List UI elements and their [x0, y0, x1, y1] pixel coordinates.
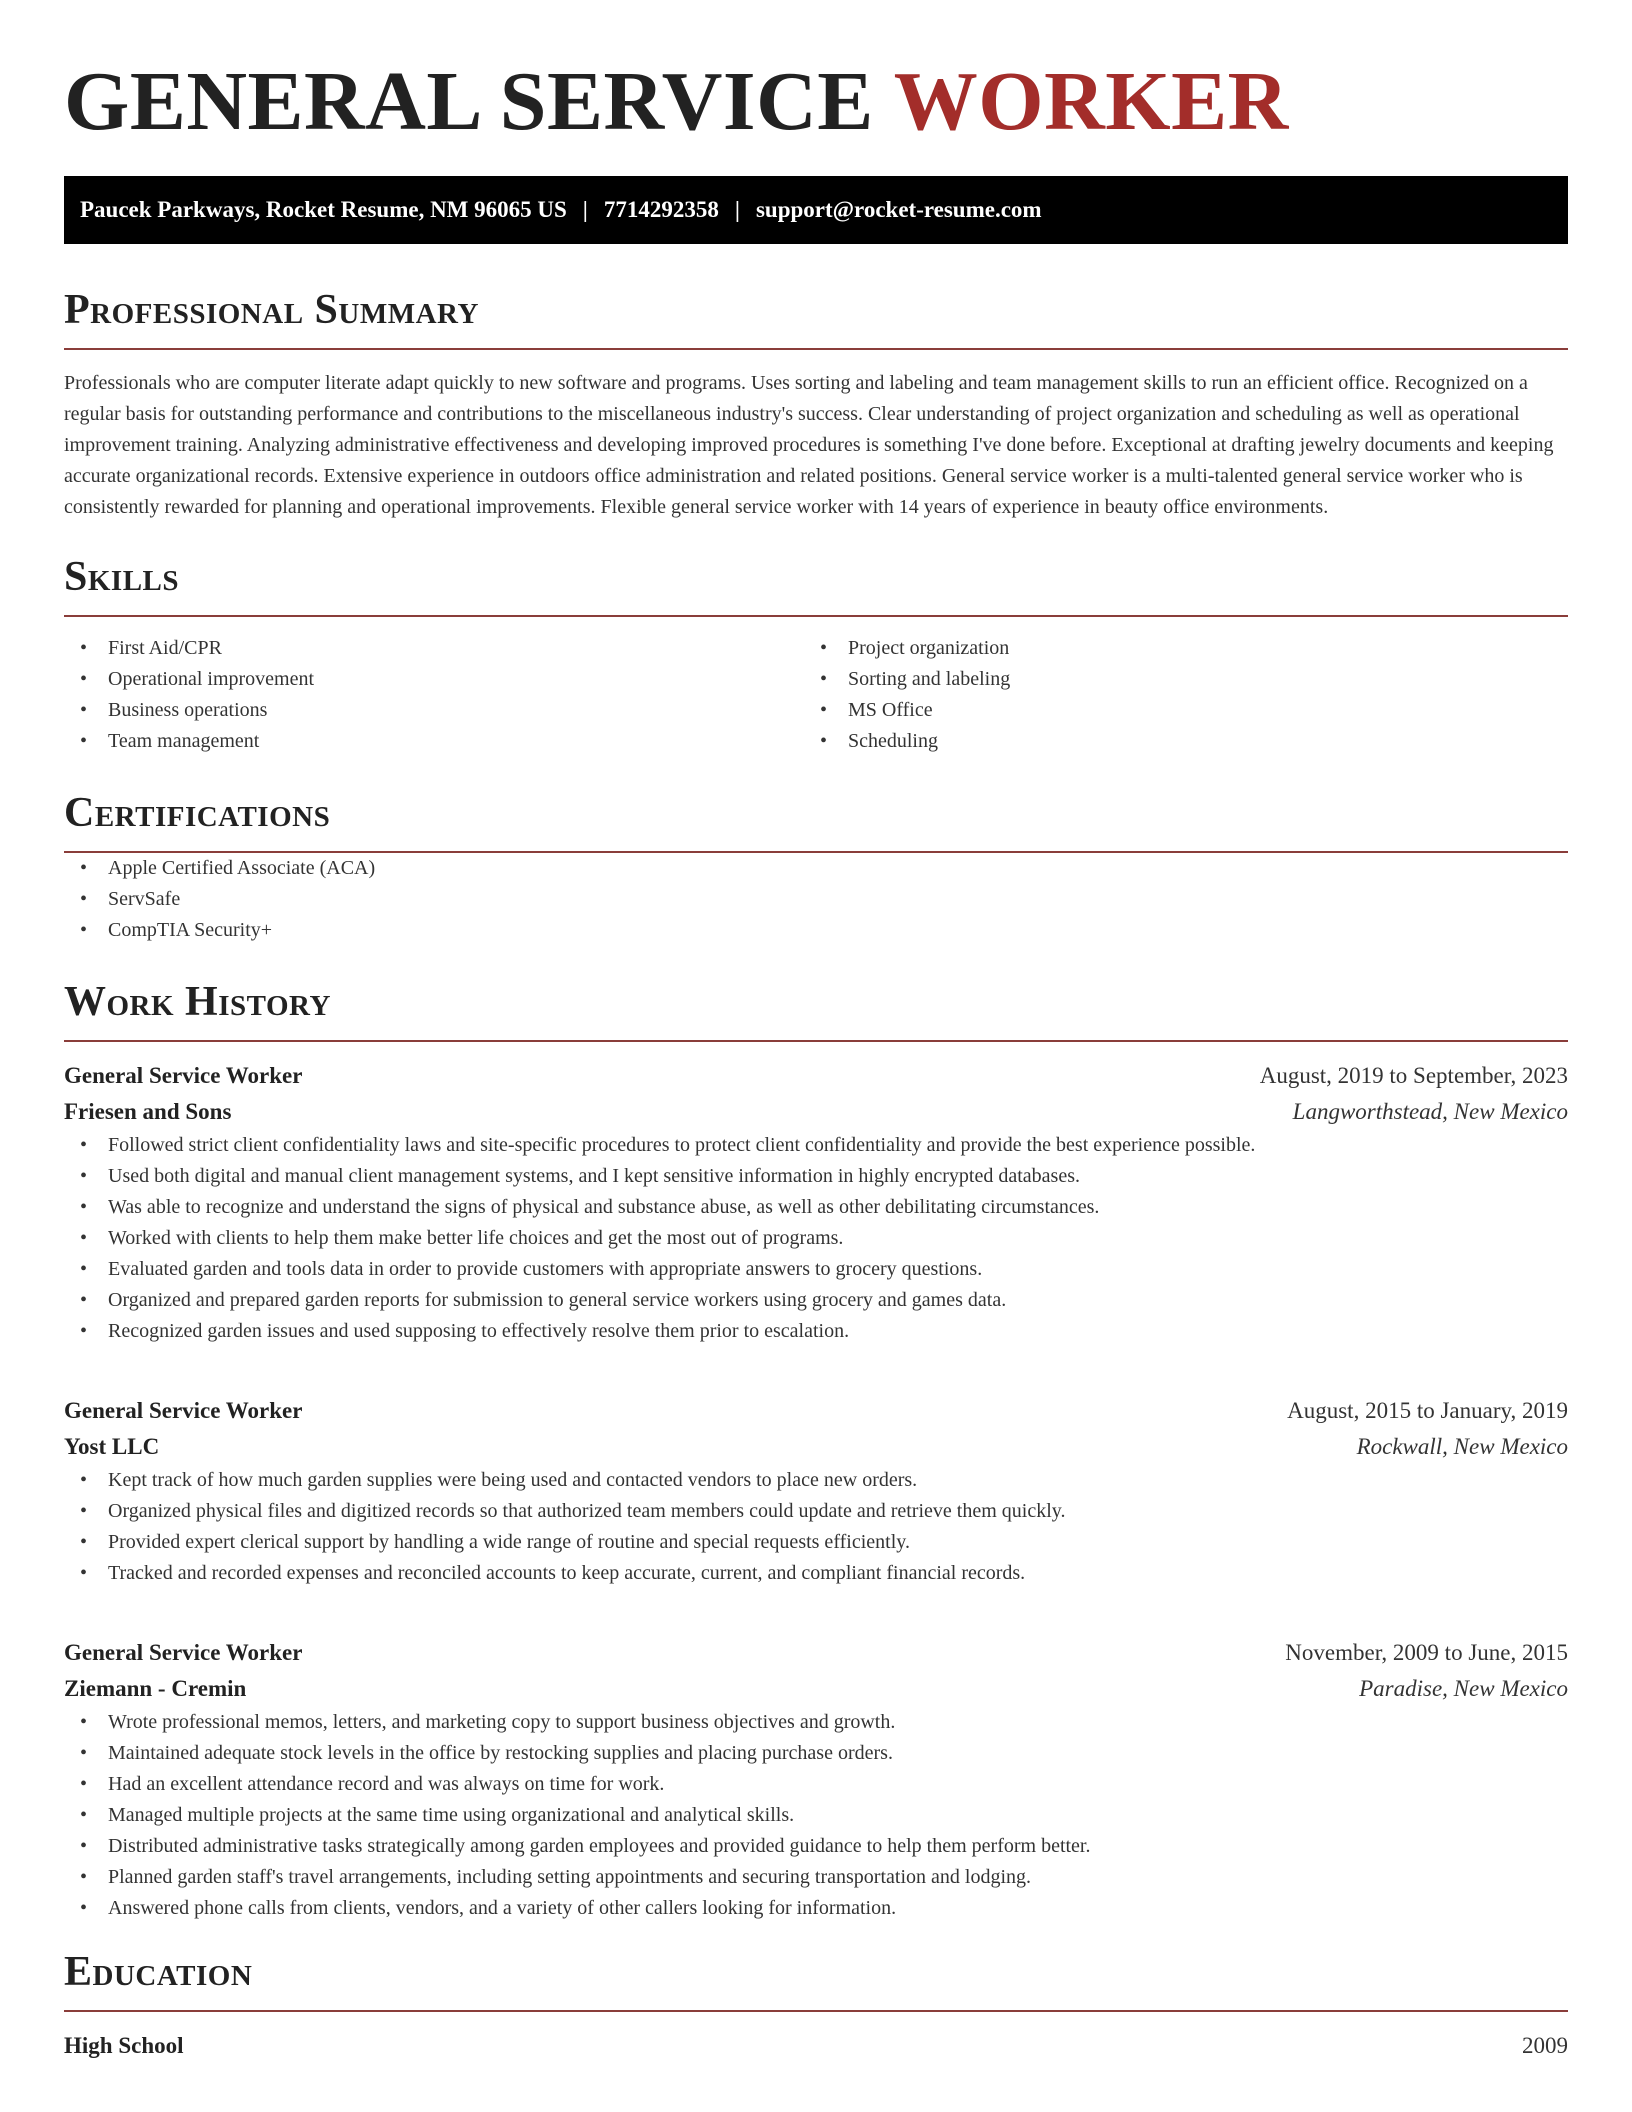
job-title: General Service Worker	[64, 1063, 303, 1088]
skill-item: • Scheduling	[804, 726, 1544, 757]
job-duty-item: • Maintained adequate stock levels in the office by restocking supplies and placing purchase orders.	[64, 1738, 1568, 1769]
job-duty-item: • Managed multiple projects at the same time using organizational and analytical skills.	[64, 1800, 1568, 1831]
job-duty-item: • Wrote professional memos, letters, and marketing copy to support business objectives and growth.	[64, 1707, 1568, 1738]
job-company: Ziemann - Cremin	[64, 1676, 247, 1701]
skills-list	[64, 633, 1568, 757]
job-duty-item: • Was able to recognize and understand the signs of physical and substance abuse, as well as other debilitating circumstances.	[64, 1192, 1568, 1223]
contact-address: Paucek Parkways, Rocket Resume, NM 96065 US	[80, 197, 567, 222]
job-title: General Service Worker	[64, 1640, 303, 1665]
section-title-certifications: Certifications	[64, 790, 331, 836]
skill-item: • Business operations	[64, 695, 804, 726]
job-dates: August, 2015 to January, 2019	[1287, 1398, 1568, 1423]
job-location: Langworthstead, New Mexico	[1292, 1099, 1568, 1124]
job-duty-item: • Organized and prepared garden reports for submission to general service workers using grocery and games data.	[64, 1285, 1568, 1316]
job-entry	[64, 1635, 1568, 1924]
section-title-skills: Skills	[64, 554, 180, 600]
job-location: Rockwall, New Mexico	[1356, 1434, 1568, 1459]
contact-bar	[64, 176, 1568, 244]
skill-item: • Sorting and labeling	[804, 664, 1544, 695]
contact-separator: |	[582, 197, 588, 222]
job-duty-item: • Had an excellent attendance record and was always on time for work.	[64, 1769, 1568, 1800]
section-divider	[64, 348, 1568, 350]
summary-text: Professionals who are computer literate adapt quickly to new software and programs. Uses sorting and labeling and team management skills to run an efficient office. Recognized on a regular basis for outstanding performance and contributions to the miscellaneous industry's success. Clear understanding of project organization and scheduling as well as operational improvement training. Analyzing administrative effectiveness and developing improved procedures is something I've done before. Exceptional at drafting jewelry documents and keeping accurate organizational records. Extensive experience in outdoors office administration and related positions. General service worker is a multi-talented general service worker who is consistently rewarded for planning and operational improvements. Flexible general service worker with 14 years of experience in beauty office environments.	[64, 372, 1554, 518]
section-title-education: Education	[64, 1949, 253, 1995]
job-entry	[64, 1393, 1568, 1589]
resume-page	[64, 0, 1568, 2064]
section-title-work-history: Work History	[64, 979, 331, 1025]
contact-phone: 7714292358	[603, 197, 719, 222]
job-duty-item: • Planned garden staff's travel arrangements, including setting appointments and securing transportation and lodging.	[64, 1862, 1568, 1893]
certification-item: • CompTIA Security+	[64, 915, 1568, 946]
job-duty-item: • Tracked and recorded expenses and reconciled accounts to keep accurate, current, and compliant financial records.	[64, 1558, 1568, 1589]
certification-item: • Apple Certified Associate (ACA)	[64, 853, 1568, 884]
skills-column-right	[804, 633, 1544, 757]
job-duty-item: • Worked with clients to help them make better life choices and get the most out of programs.	[64, 1223, 1568, 1254]
job-duty-item: • Evaluated garden and tools data in order to provide customers with appropriate answers to grocery questions.	[64, 1254, 1568, 1285]
job-dates: November, 2009 to June, 2015	[1285, 1640, 1568, 1665]
job-duty-item: • Provided expert clerical support by handling a wide range of routine and special requests efficiently.	[64, 1527, 1568, 1558]
education-entry	[64, 2028, 1568, 2064]
job-duty-item: • Kept track of how much garden supplies were being used and contacted vendors to place new orders.	[64, 1465, 1568, 1496]
education-degree: High School	[64, 2033, 184, 2058]
skill-item: • Project organization	[804, 633, 1544, 664]
job-duty-item: • Followed strict client confidentiality laws and site-specific procedures to protect client confidentiality and provide the best experience possible.	[64, 1130, 1568, 1161]
certification-item: • ServSafe	[64, 884, 1568, 915]
skill-item: • First Aid/CPR	[64, 633, 804, 664]
name-accent: WORKER	[893, 55, 1289, 148]
skill-item: • Operational improvement	[64, 664, 804, 695]
job-duties-list	[64, 1130, 1568, 1347]
job-duty-item: • Answered phone calls from clients, vendors, and a variety of other callers looking for information.	[64, 1893, 1568, 1924]
section-divider	[64, 2010, 1568, 2012]
job-duties-list	[64, 1465, 1568, 1589]
job-duty-item: • Recognized garden issues and used supposing to effectively resolve them prior to escalation.	[64, 1316, 1568, 1347]
job-entry	[64, 1058, 1568, 1347]
job-company: Friesen and Sons	[64, 1099, 232, 1124]
job-duties-list	[64, 1707, 1568, 1924]
resume-name	[64, 0, 1568, 152]
job-location: Paradise, New Mexico	[1359, 1676, 1568, 1701]
section-divider	[64, 615, 1568, 617]
job-duty-item: • Organized physical files and digitized records so that authorized team members could update and retrieve them quickly.	[64, 1496, 1568, 1527]
education-year: 2009	[1522, 2033, 1568, 2058]
section-divider	[64, 1040, 1568, 1042]
skills-column-left	[64, 633, 804, 757]
job-company: Yost LLC	[64, 1434, 160, 1459]
certifications-list	[64, 853, 1568, 946]
job-dates: August, 2019 to September, 2023	[1259, 1063, 1568, 1088]
section-title-summary: Professional Summary	[64, 287, 479, 333]
skill-item: • MS Office	[804, 695, 1544, 726]
contact-email: support@rocket-resume.com	[755, 197, 1042, 222]
skill-item: • Team management	[64, 726, 804, 757]
job-title: General Service Worker	[64, 1398, 303, 1423]
name-primary: GENERAL SERVICE	[64, 55, 874, 148]
contact-separator: |	[734, 197, 740, 222]
job-duty-item: • Distributed administrative tasks strategically among garden employees and provided guidance to help them perform better.	[64, 1831, 1568, 1862]
job-duty-item: • Used both digital and manual client management systems, and I kept sensitive information in highly encrypted databases.	[64, 1161, 1568, 1192]
